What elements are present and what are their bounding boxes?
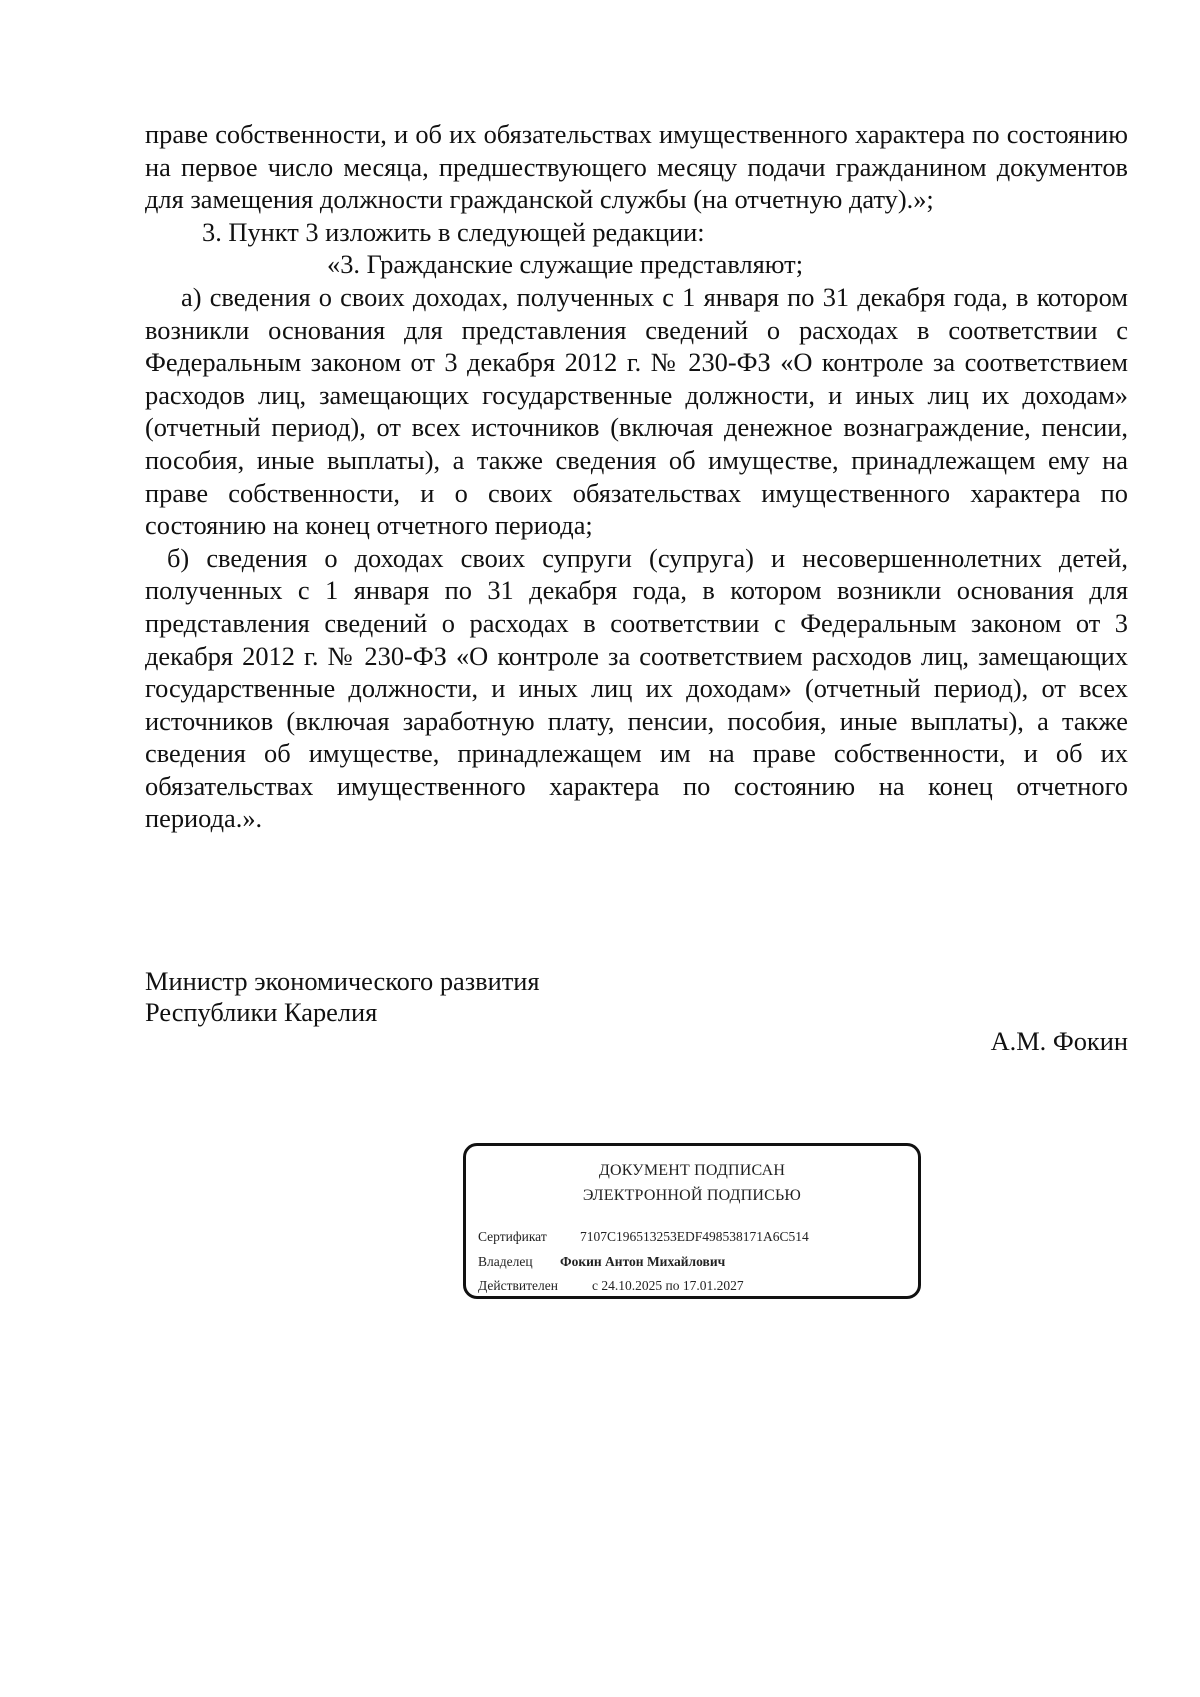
stamp-certificate-value: 7107C196513253EDF498538171A6C514 <box>580 1229 809 1244</box>
stamp-title-line-1: ДОКУМЕНТ ПОДПИСАН <box>598 1162 786 1179</box>
stamp-validity-value: с 24.10.2025 по 17.01.2027 <box>592 1278 744 1293</box>
stamp-title-line-2: ЭЛЕКТРОННОЙ ПОДПИСЬЮ <box>582 1187 802 1204</box>
paragraph-subitem-b: б) сведения о доходах своих супруги (супруга) и несовершеннолетних детей, полученных с 1 января по 31 декабря года, в котором возникли основания для представления сведений о расходах в соответствии с Федеральным законом от 3 декабря 2012 г. № 230-ФЗ «О контроле за соответствием расходов лиц, замещающих государственные должности, и иных лиц их доходам» (отчетный период), от всех источников (включая заработную плату, пенсии, пособия, иные выплаты), а также сведения об имуществе, принадлежащем им на праве собственности, и об их обязательствах имущественного характера по состоянию на конец отчетного периода.». <box>145 542 1128 834</box>
stamp-certificate-row <box>478 1228 809 1246</box>
signatory-position-line-1: Министр экономического развития <box>145 966 540 996</box>
stamp-validity-row <box>478 1277 744 1295</box>
stamp-owner-label: Владелец <box>478 1254 533 1269</box>
paragraph-item-3: 3. Пункт 3 изложить в следующей редакции: <box>202 216 705 247</box>
stamp-owner-value: Фокин Антон Михайлович <box>560 1254 726 1269</box>
stamp-validity-label: Действителен <box>478 1278 558 1293</box>
stamp-certificate-label: Сертификат <box>478 1229 547 1244</box>
signatory-position-line-2: Республики Карелия <box>145 997 378 1027</box>
stamp-owner-row <box>478 1253 725 1271</box>
paragraph-continuation: праве собственности, и об их обязательствах имущественного характера по состоянию на первое число месяца, предшествующего месяцу подачи гражданином документов для замещения должности гражданской службы (на отчетную дату).»; <box>145 119 1128 215</box>
signatory-position <box>145 966 1128 1028</box>
document-body <box>145 118 1128 835</box>
paragraph-clause-3-heading: «3. Гражданские служащие представляют; <box>327 249 804 280</box>
electronic-signature-stamp <box>463 1143 921 1299</box>
signatory-name: А.М. Фокин <box>990 1026 1128 1056</box>
paragraph-subitem-a: а) сведения о своих доходах, полученных с 1 января по 31 декабря года, в котором возникли основания для представления сведений о расходах в соответствии с Федеральным законом от 3 декабря 2012 г. № 230-ФЗ «О контроле за соответствием расходов лиц, замещающих государственные должности, и иных лиц их доходам» (отчетный период), от всех источников (включая денежное вознаграждение, пенсии, пособия, иные выплаты), а также сведения об имуществе, принадлежащем ему на праве собственности, и о своих обязательствах имущественного характера по состоянию на конец отчетного периода; <box>145 281 1128 541</box>
